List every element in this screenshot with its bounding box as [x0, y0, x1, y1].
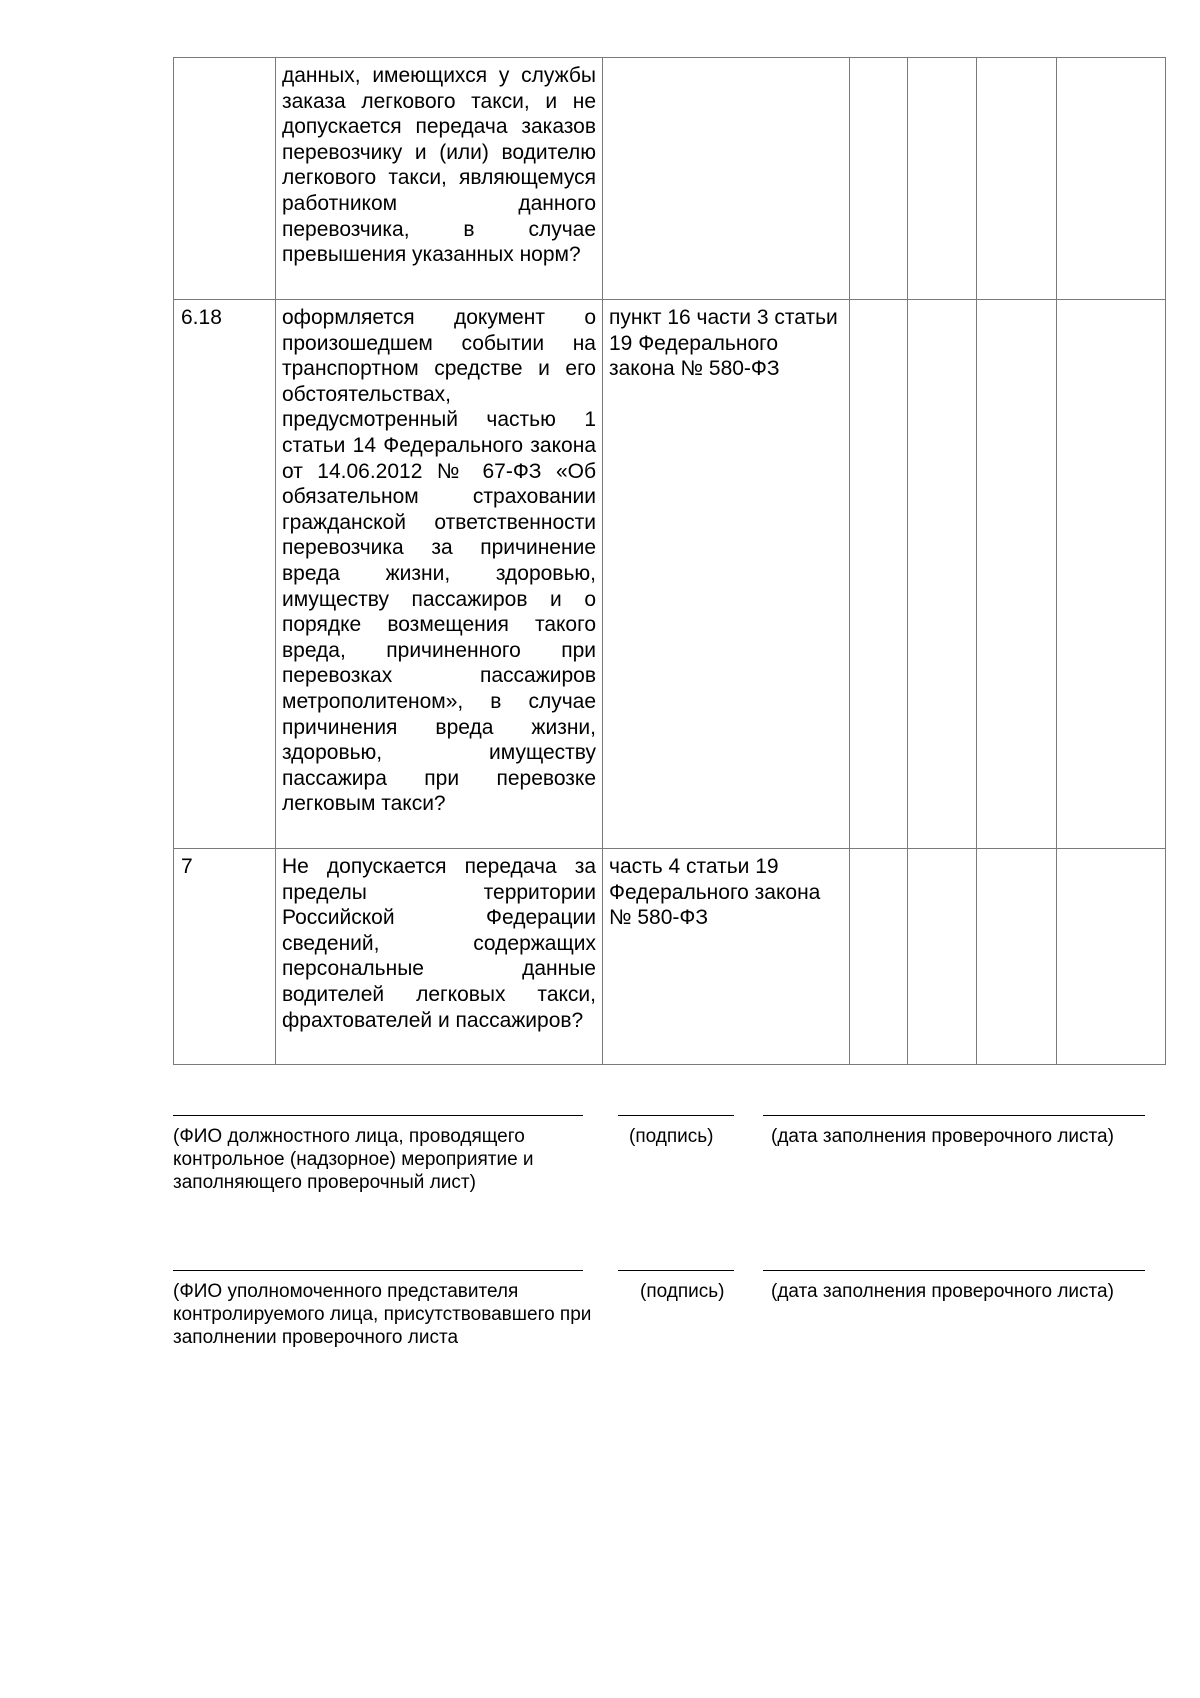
- note-cell: [1057, 58, 1166, 300]
- representative-date-caption: (дата заполнения проверочного листа): [771, 1281, 1114, 1302]
- representative-date-line: [763, 1270, 1145, 1271]
- representative-signature-line: [618, 1270, 734, 1271]
- answer-yes-cell: [850, 58, 908, 300]
- answer-not-applicable-cell: [977, 849, 1057, 1065]
- inspector-signature-caption: (подпись): [629, 1126, 714, 1147]
- answer-no-cell: [908, 58, 977, 300]
- legal-basis-cell: [603, 58, 850, 300]
- inspector-signature-block: [173, 1115, 1165, 1225]
- answer-not-applicable-cell: [977, 300, 1057, 849]
- representative-signature-caption: (подпись): [640, 1281, 725, 1302]
- inspector-date-line: [763, 1115, 1145, 1116]
- legal-basis-cell: часть 4 статьи 19 Федерального закона № 580-ФЗ: [603, 849, 850, 1065]
- representative-name-line: [173, 1270, 583, 1271]
- answer-yes-cell: [850, 300, 908, 849]
- representative-name-caption: (ФИО уполномоченного представителя контролируемого лица, присутствовавшего при заполнении проверочного листа: [173, 1281, 592, 1348]
- inspector-signature-line: [618, 1115, 734, 1116]
- answer-yes-cell: [850, 849, 908, 1065]
- legal-basis-cell: пункт 16 части 3 статьи 19 Федерального закона № 580-ФЗ: [603, 300, 850, 849]
- table-row: [174, 849, 1166, 1065]
- table-row: [174, 300, 1166, 849]
- row-number-cell: 6.18: [174, 300, 276, 849]
- note-cell: [1057, 849, 1166, 1065]
- answer-no-cell: [908, 849, 977, 1065]
- inspector-name-line: [173, 1115, 583, 1116]
- requirement-question-cell: данных, имеющихся у службы заказа легкового такси, и не допускается передача заказов перевозчику и (или) водителю легкового такси, являющемуся работником данного перевозчика, в случае превышения указанных норм?: [276, 58, 603, 300]
- table-row: [174, 58, 1166, 300]
- row-number-cell: [174, 58, 276, 300]
- answer-not-applicable-cell: [977, 58, 1057, 300]
- requirement-question-cell: оформляется документ о произошедшем событии на транспортном средстве и его обстоятельствах, предусмотренный частью 1 статьи 14 Федерального закона от 14.06.2012 № 67-ФЗ «Об обязательном страховании гражданской ответственности перевозчика за причинение вреда жизни, здоровью, имуществу пассажиров и о порядке возмещения такого вреда, причиненного при перевозках пассажиров метрополитеном», в случае причинения вреда жизни, здоровью, имуществу пассажира при перевозке легковым такси?: [276, 300, 603, 849]
- requirement-question-cell: Не допускается передача за пределы территории Российской Федерации сведений, содержащих персональные данные водителей легковых такси, фрахтователей и пассажиров?: [276, 849, 603, 1065]
- row-number-cell: 7: [174, 849, 276, 1065]
- checklist-table: [173, 57, 1166, 1065]
- answer-no-cell: [908, 300, 977, 849]
- inspector-name-caption: (ФИО должностного лица, проводящего контрольное (надзорное) мероприятие и заполняющего проверочный лист): [173, 1126, 534, 1193]
- inspector-date-caption: (дата заполнения проверочного листа): [771, 1126, 1114, 1147]
- note-cell: [1057, 300, 1166, 849]
- representative-signature-block: [173, 1270, 1165, 1370]
